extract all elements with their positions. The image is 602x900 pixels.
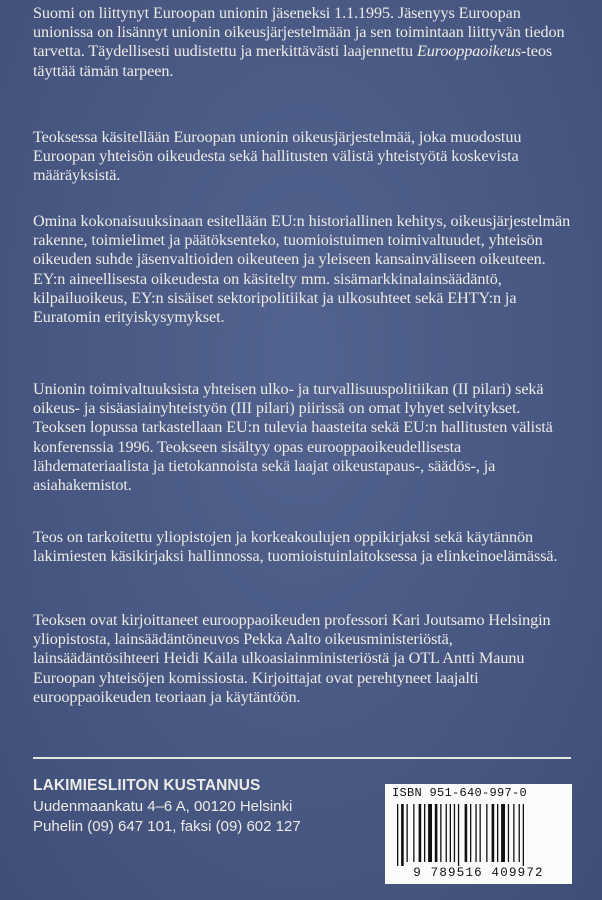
contents-text: Omina kokonaisuuksinaan esitellään EU:n historiallinen kehitys, oikeusjärjestelmän rakenne, toimielimet ja päätöksenteko, tuomioistuimen toimivaltuudet, yhteisön oikeuden suhde jäsenvaltioiden oikeuteen ja yleiseen kansainväliseen oikeuteen. EY:n aineellisesta oikeudesta on käsitelty mm. sisämarkkinalainsäädäntö, kilpailuoikeus, EY:n sisäiset sektoripolitiikat ja ulkosuhteet sekä EHTY:n ja Euratomin erityiskysymykset. (33, 212, 571, 327)
scope-paragraph (33, 128, 573, 186)
contents-paragraph (33, 212, 573, 327)
isbn-barcode-box (385, 784, 572, 884)
intro-text-end: -teos täyttää tämän tarpeen. (33, 42, 553, 80)
publisher-name: LAKIMIESLIITON KUSTANNUS (33, 777, 261, 794)
isbn-label: ISBN 951-640-997-0 (392, 786, 528, 800)
intro-text-start: Suomi on liittynyt Euroopan unionin jäseneksi 1.1.1995. Jäsenyys Euroopan unionissa on lisännyt unionin oikeusjärjestelmään ja sen toimintaan liittyvän tiedon tarvetta. Täydellisesti uudistettu ja merkittävästi laajennettu (33, 4, 565, 61)
scope-text: Teoksessa käsitellään Euroopan unionin oikeusjärjestelmää, joka muodostuu Euroopan yhteisön oikeudesta sekä hallitusten välistä yhteistyötä koskevista määräyksistä. (33, 128, 522, 185)
audience-text: Teos on tarkoitettu yliopistojen ja korkeakoulujen oppikirjaksi sekä käytännön lakimiesten käsikirjaksi hallinnossa, tuomioistuinlaitoksessa ja elinkeinoelämässä. (33, 528, 558, 566)
publisher-address: Uudenmaankatu 4–6 A, 00120 Helsinki (33, 798, 293, 815)
audience-paragraph (33, 528, 573, 566)
pillars-text: Unionin toimivaltuuksista yhteisen ulko- ja turvallisuuspolitiikan (II pilari) sekä oikeus- ja sisäasiainyhteistyön (III pilari) piirissä on omat lyhyet selvitykset. Teoksen lopussa tarkastellaan EU:n tulevia haasteita sekä EU:n hallitusten välistä konferenssia 1996. Teokseen sisältyy opas eurooppaoikeudellisesta lähdemateriaalista ja tietokannoista sekä laajat oikeustapaus-, säädös-, ja asiahakemistot. (33, 380, 553, 495)
publisher-phone: Puhelin (09) 647 101, faksi (09) 602 127 (33, 818, 301, 835)
barcode-icon (395, 804, 562, 866)
authors-text: Teoksen ovat kirjoittaneet eurooppaoikeuden professori Kari Joutsamo Helsingin yliopistosta, lainsäädäntöneuvos Pekka Aalto oikeusministeriöstä, lainsäädäntösihteeri Heidi Kaila ulkoasiainministeriöstä ja OTL Antti Maunu Euroopan yhteisöjen komissiosta. Kirjoittajat ovat perehtyneet laajalti eurooppaoikeuden teoriaan ja käytäntöön. (33, 611, 551, 706)
publisher-block (33, 775, 373, 837)
barcode-number: 9 789516 409972 (413, 866, 544, 880)
book-title-italic: Eurooppaoikeus (416, 42, 522, 61)
intro-paragraph (33, 4, 573, 81)
divider-line (33, 757, 571, 759)
pillars-paragraph (33, 380, 573, 495)
authors-paragraph (33, 611, 573, 707)
